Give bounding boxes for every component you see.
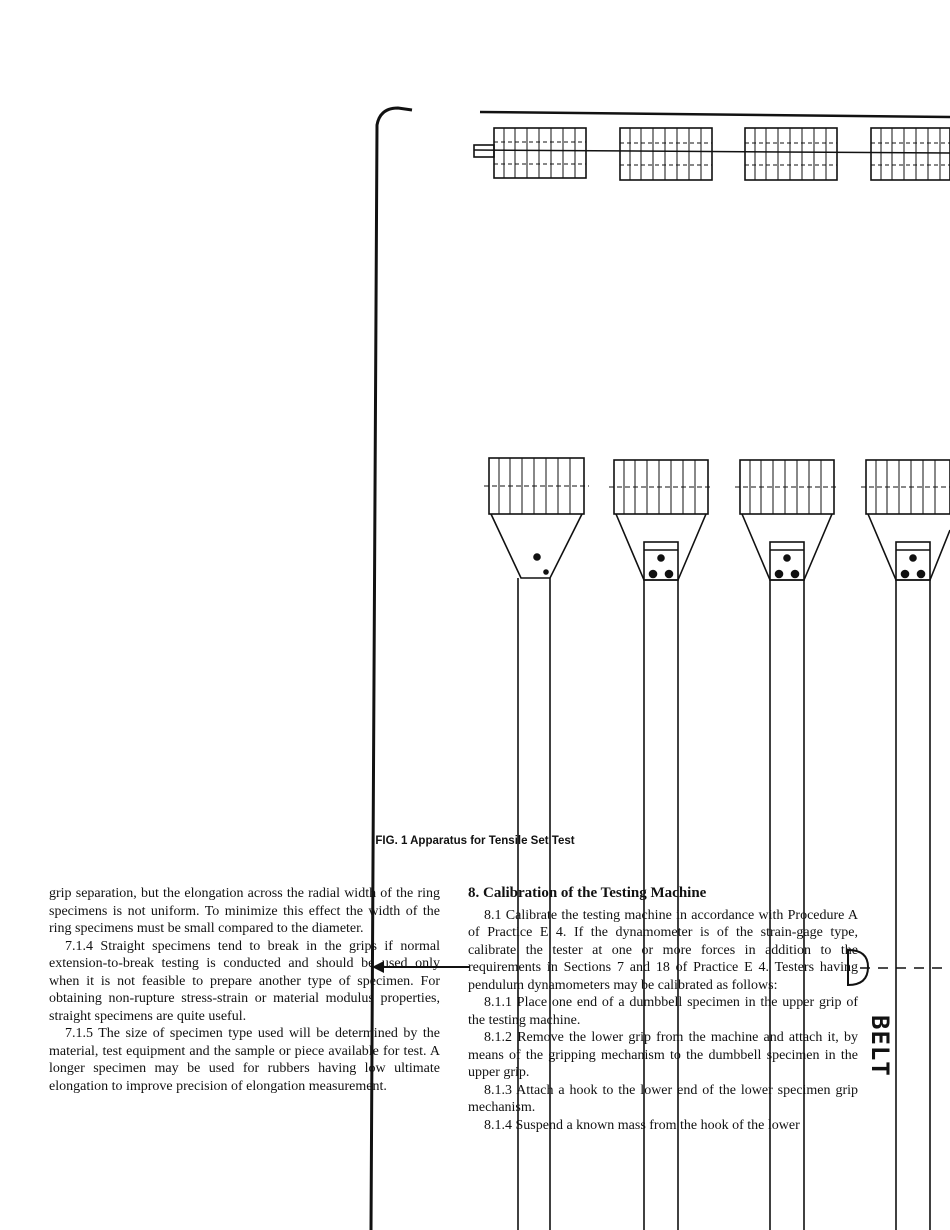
belt-label: BELT bbox=[866, 1015, 894, 1077]
left-paragraph: grip separation, but the elongation across the radial width of the ring specimens is not uniform. To minimize this effect the width of the ring specimens must be small compared to the diameter. bbox=[49, 886, 440, 936]
left-paragraph: 7.1.5 The size of specimen type used will be determined by the material, test equipment and the sample or piece available for test. A longer specimen may be used for rubbers having low ultimate elongation to improve precision of elongation measurement. bbox=[49, 1026, 440, 1094]
section-heading: 8. Calibration of the Testing Machine bbox=[468, 885, 707, 901]
left-paragraph: 7.1.4 Straight specimens tend to break in the grips if normal extension-to-break testing is conducted and should be used only when it is not feasible to prepare another type of specimen. For obtaining non-rupture stress-strain or material modulus properties, straight specimens are quite useful. bbox=[49, 938, 440, 1024]
right-paragraph: 8.1.4 Suspend a known mass from the hook of the lower bbox=[484, 1117, 800, 1133]
left-text-column bbox=[49, 885, 440, 1095]
upper-clamp-blocks bbox=[494, 128, 950, 180]
right-text-column bbox=[468, 885, 858, 1134]
right-paragraph: 8.1.1 Place one end of a dumbbell specimen in the upper grip of the testing machine. bbox=[468, 995, 858, 1028]
right-paragraph: 8.1 Calibrate the testing machine in accordance with Procedure A of Practice E 4. If the dynamometer is of the strain-gage type, calibrate the tester at one or more forces in addition to the requirements in Sections 7 and 18 of Practice E 4. Testers having pendulum dynamometers may be calibrated as follows: bbox=[468, 907, 858, 993]
figure-caption: FIG. 1 Apparatus for Tensile Set Test bbox=[375, 835, 575, 847]
right-paragraph: 8.1.2 Remove the lower grip from the machine and attach it, by means of the gripping mechanism to the dumbbell specimen in the upper grip. bbox=[468, 1030, 858, 1080]
frame-top-bar bbox=[480, 112, 950, 117]
right-paragraph: 8.1.3 Attach a hook to the lower end of the lower specimen grip mechanism. bbox=[468, 1082, 858, 1115]
